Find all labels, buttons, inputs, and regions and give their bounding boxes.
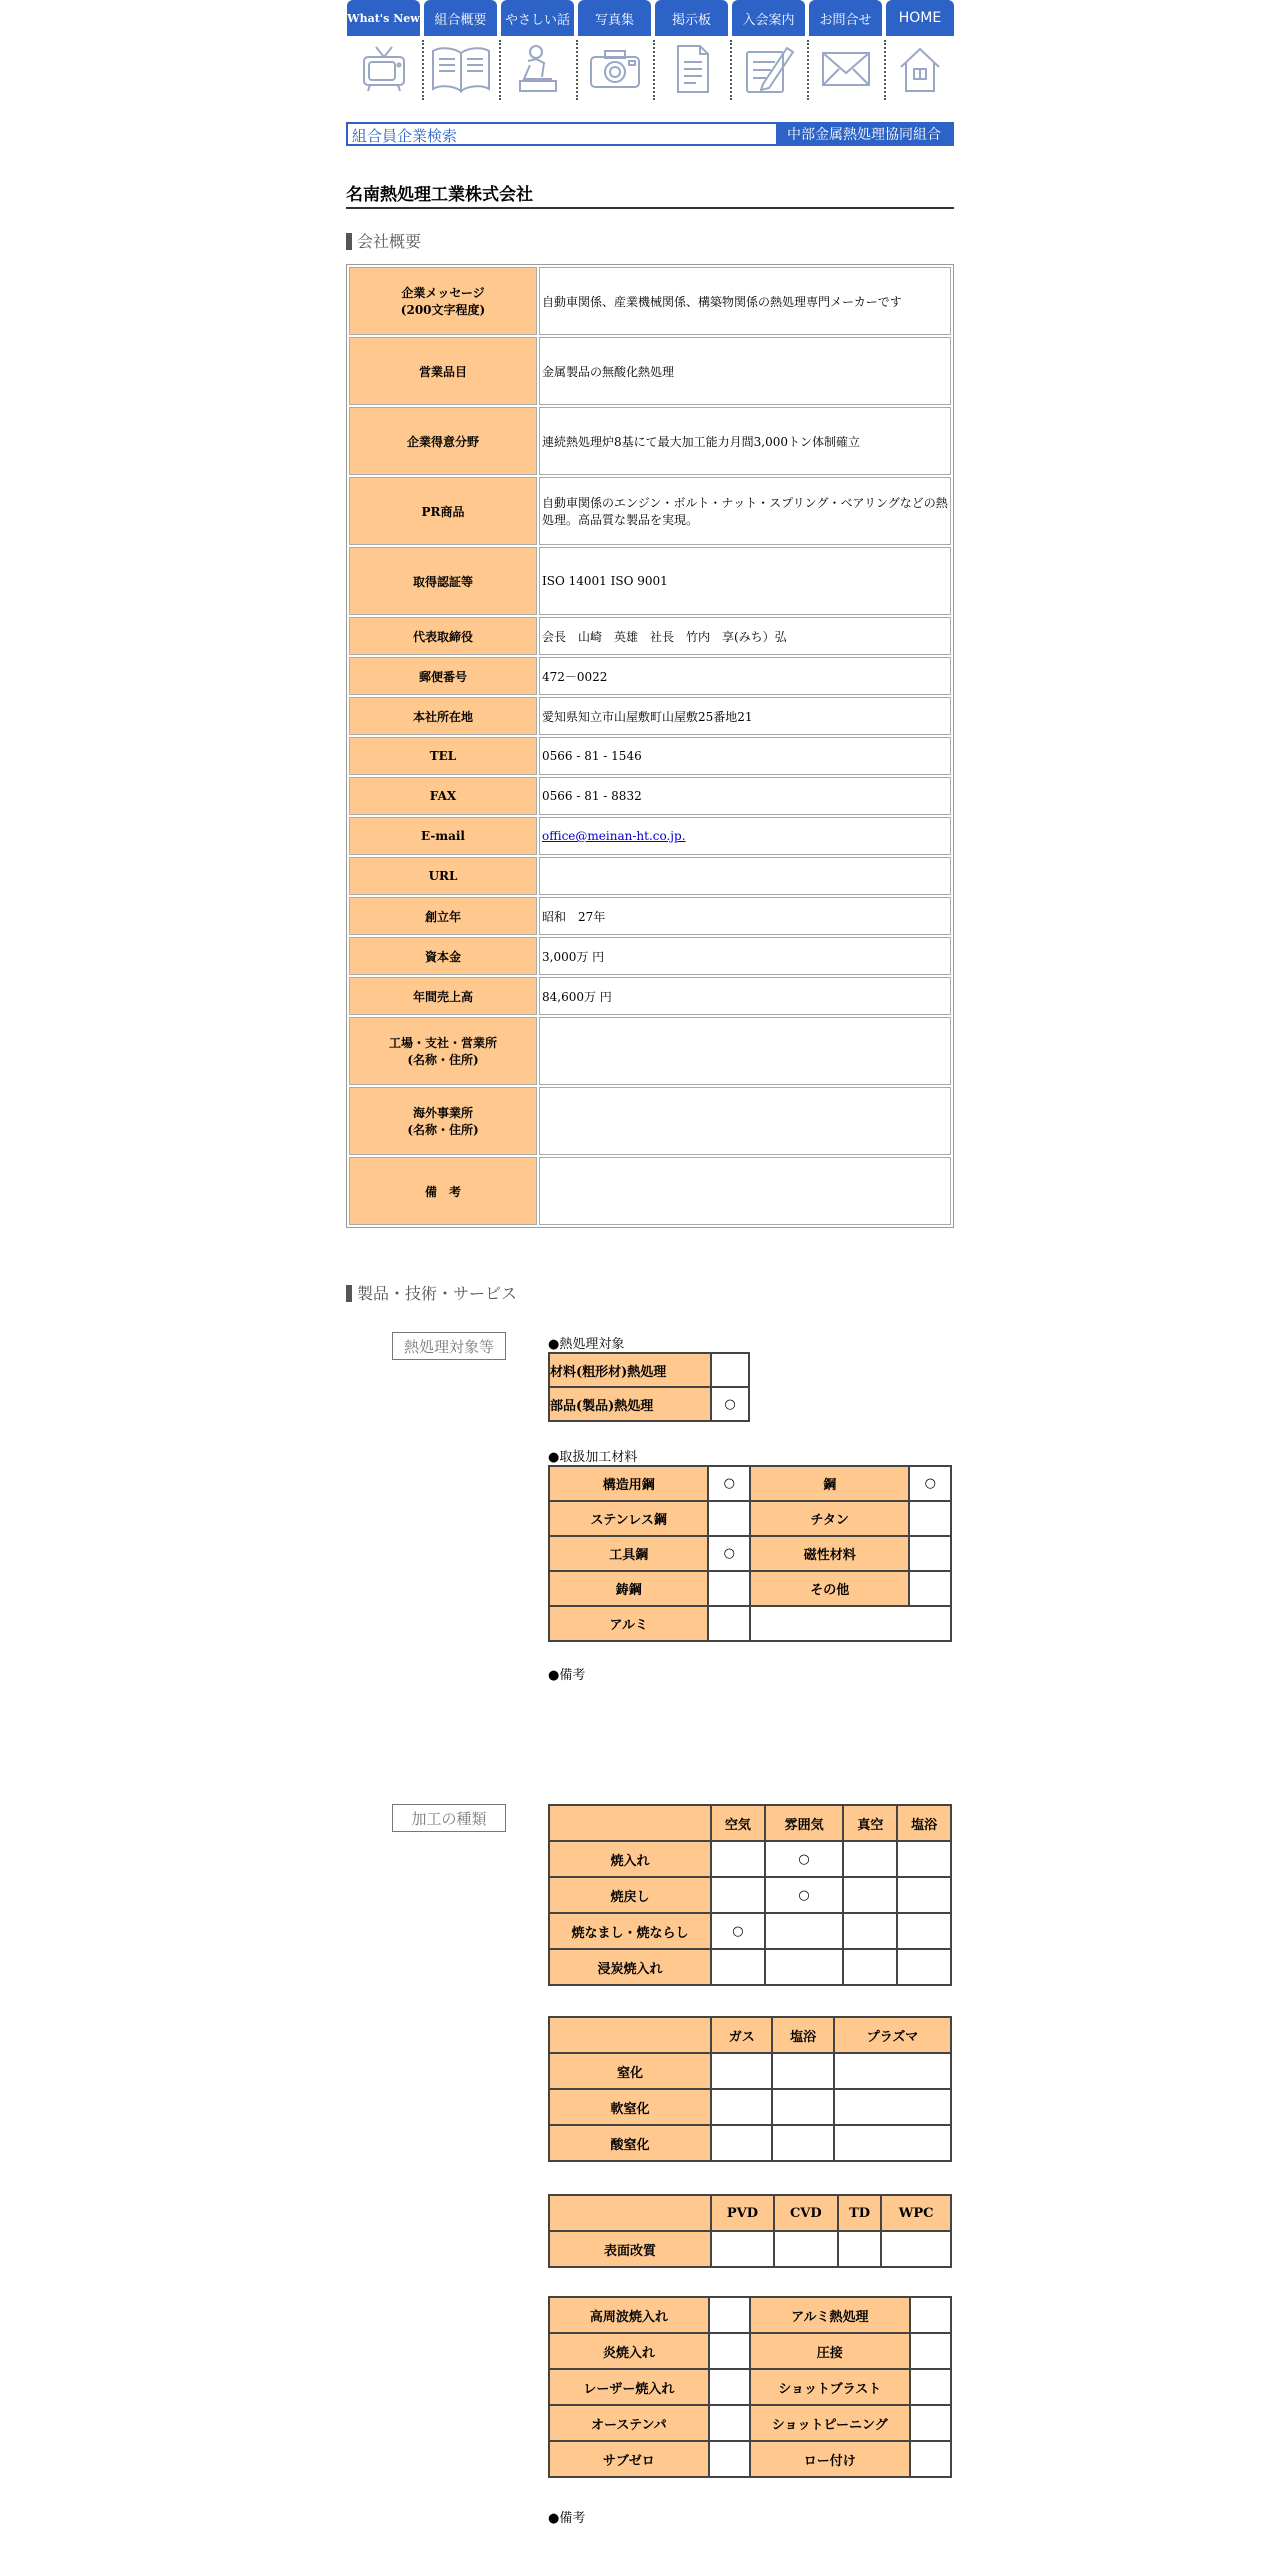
overview-value: [539, 1087, 951, 1155]
overview-row: [349, 1017, 951, 1085]
divider: [576, 40, 578, 100]
table-header-row: [549, 2017, 951, 2053]
mark-cell: [711, 2089, 772, 2125]
material-mark: [708, 1571, 750, 1606]
overview-key: 企業メッセージ (200文字程度): [349, 267, 537, 335]
overview-row: [349, 897, 951, 935]
overview-key: 郵便番号: [349, 657, 537, 695]
camera-icon[interactable]: [578, 40, 652, 98]
table-row: [549, 1913, 951, 1949]
process-name: アルミ熱処理: [750, 2297, 910, 2333]
table-corner: [549, 1805, 711, 1841]
mark-cell: [897, 1877, 951, 1913]
table-corner: [549, 2017, 711, 2053]
material-mark: [909, 1536, 951, 1571]
overview-key: 本社所在地: [349, 697, 537, 735]
mark-cell: [838, 2231, 882, 2267]
overview-key: PR商品: [349, 477, 537, 545]
process-mark: [910, 2333, 951, 2369]
mark-cell: [897, 1913, 951, 1949]
column-header: ガス: [711, 2017, 772, 2053]
overview-key: TEL: [349, 737, 537, 775]
mark-cell: [765, 1949, 844, 1985]
overview-row: [349, 657, 951, 695]
nav-easy-talk[interactable]: やさしい話: [501, 0, 574, 36]
processing-table-nitriding: [548, 2016, 952, 2162]
process-name: ロー付け: [750, 2441, 910, 2477]
row-header: 酸窒化: [549, 2125, 711, 2161]
nav-whats-new[interactable]: What's New: [347, 0, 420, 36]
pen-note-icon[interactable]: [732, 40, 806, 98]
material-name: 工具鋼: [549, 1536, 708, 1571]
row-header: 窒化: [549, 2053, 711, 2089]
label-heat-treatment-targets: 熱処理対象等: [392, 1332, 506, 1360]
material-mark: [708, 1606, 750, 1641]
mark-cell: [843, 1841, 897, 1877]
overview-value: 0566 - 81 - 8832: [539, 777, 951, 815]
tv-icon[interactable]: [347, 40, 421, 98]
table-row: [549, 1353, 749, 1387]
mark-cell: [834, 2053, 951, 2089]
table-row: [549, 2369, 951, 2405]
overview-row: [349, 267, 951, 335]
process-mark: [709, 2297, 750, 2333]
mark-cell: [765, 1913, 844, 1949]
nav-contact[interactable]: お問合せ: [809, 0, 882, 36]
row-header: 浸炭焼入れ: [549, 1949, 711, 1985]
mark-cell: [834, 2125, 951, 2161]
column-header: PVD: [711, 2195, 774, 2231]
divider: [884, 40, 886, 100]
process-mark: [709, 2333, 750, 2369]
mark-cell: [843, 1877, 897, 1913]
mark-cell: [897, 1949, 951, 1985]
nav-association-overview[interactable]: 組合概要: [424, 0, 497, 36]
table-row: [549, 1571, 951, 1606]
overview-row: [349, 857, 951, 895]
overview-value: 472－0022: [539, 657, 951, 695]
overview-row: [349, 697, 951, 735]
overview-value: 昭和 27年: [539, 897, 951, 935]
overview-key: 海外事業所 (名称・住所): [349, 1087, 537, 1155]
overview-row: [349, 547, 951, 615]
column-header: 塩浴: [772, 2017, 833, 2053]
overview-key: 営業品目: [349, 337, 537, 405]
targets-note: ●熱処理対象: [548, 1337, 625, 1352]
table-row: [549, 1501, 951, 1536]
overview-value: [539, 1157, 951, 1225]
mark-cell: [711, 1949, 765, 1985]
column-header: 塩浴: [897, 1805, 951, 1841]
divider: [499, 40, 501, 100]
material-mark: [909, 1571, 951, 1606]
overview-key: 資本金: [349, 937, 537, 975]
material-name: アルミ: [549, 1606, 708, 1641]
overview-value: 愛知県知立市山屋敷町山屋敷25番地21: [539, 697, 951, 735]
column-header: CVD: [774, 2195, 838, 2231]
overview-value: 84,600万 円: [539, 977, 951, 1015]
table-row: [549, 2405, 951, 2441]
overview-row: [349, 337, 951, 405]
materials-table: [548, 1465, 952, 1642]
company-overview-table: [346, 264, 954, 1228]
mark-cell: [843, 1913, 897, 1949]
company-name: 名南熱処理工業株式会社: [346, 180, 954, 209]
material-mark: [909, 1501, 951, 1536]
book-icon[interactable]: [424, 40, 498, 98]
process-mark: [910, 2441, 951, 2477]
person-reading-icon[interactable]: [501, 40, 575, 98]
overview-row: [349, 777, 951, 815]
process-name: 炎焼入れ: [549, 2333, 709, 2369]
overview-value: 連続熱処理炉8基にて最大加工能力月間3,000トン体制確立: [539, 407, 951, 475]
overview-value: ISO 14001 ISO 9001: [539, 547, 951, 615]
remarks-note: ●備考: [548, 2511, 586, 2526]
member-search-bar: [346, 122, 954, 146]
overview-row: [349, 407, 951, 475]
table-row: [549, 2333, 951, 2369]
process-mark: [709, 2441, 750, 2477]
processing-table-atmosphere: [548, 1804, 952, 1986]
mark-cell: [774, 2231, 838, 2267]
overview-row: [349, 617, 951, 655]
table-row: [549, 1536, 951, 1571]
row-header: 軟窒化: [549, 2089, 711, 2125]
material-name: 磁性材料: [750, 1536, 909, 1571]
table-row: [549, 2231, 951, 2267]
mark-cell: [772, 2089, 833, 2125]
overview-value: 金属製品の無酸化熱処理: [539, 337, 951, 405]
table-row: [549, 2441, 951, 2477]
mark-cell: ○: [711, 1913, 765, 1949]
overview-key: 創立年: [349, 897, 537, 935]
processing-table-other: [548, 2296, 952, 2478]
nav-home[interactable]: HOME: [886, 0, 954, 36]
process-name: ショットピーニング: [750, 2405, 910, 2441]
member-search-title[interactable]: 組合員企業検索: [352, 127, 458, 145]
target-mark: [711, 1353, 749, 1387]
material-mark: [708, 1501, 750, 1536]
process-name: 圧接: [750, 2333, 910, 2369]
material-name: その他: [750, 1571, 909, 1606]
table-row: [549, 1606, 951, 1641]
process-name: オーステンパ: [549, 2405, 709, 2441]
divider: [807, 40, 809, 100]
overview-value: [539, 1017, 951, 1085]
overview-row: [349, 817, 951, 855]
materials-note: ●取扱加工材料: [548, 1450, 638, 1465]
processing-table-surface: [548, 2194, 952, 2268]
column-header: 雰囲気: [765, 1805, 844, 1841]
table-row: [549, 2125, 951, 2161]
material-name: 構造用鋼: [549, 1466, 708, 1501]
table-row: [549, 1466, 951, 1501]
table-row: [549, 2053, 951, 2089]
process-mark: [709, 2369, 750, 2405]
document-icon[interactable]: [655, 40, 729, 98]
nav-bulletin-board[interactable]: 掲示板: [655, 0, 728, 36]
overview-value: 0566 - 81 - 1546: [539, 737, 951, 775]
mark-cell: ○: [765, 1877, 844, 1913]
process-mark: [910, 2297, 951, 2333]
material-name: 鋼: [750, 1466, 909, 1501]
table-row: [549, 1877, 951, 1913]
overview-row: [349, 977, 951, 1015]
row-header: 表面改質: [549, 2231, 711, 2267]
overview-key: 代表取締役: [349, 617, 537, 655]
column-header: TD: [838, 2195, 882, 2231]
target-name: 材料(粗形材)熱処理: [549, 1353, 711, 1387]
overview-row: [349, 1157, 951, 1225]
mark-cell: [711, 2125, 772, 2161]
nav-photo-gallery[interactable]: 写真集: [578, 0, 651, 36]
empty-cell: [750, 1606, 951, 1641]
section-heading-products: 製品・技術・サービス: [346, 1285, 517, 1302]
process-name: 高周波焼入れ: [549, 2297, 709, 2333]
target-name: 部品(製品)熱処理: [549, 1387, 711, 1421]
mark-cell: [843, 1949, 897, 1985]
label-processing-types: 加工の種類: [392, 1804, 506, 1832]
process-name: ショットブラスト: [750, 2369, 910, 2405]
overview-value: 会長 山崎 英雄 社長 竹内 享(みち）弘: [539, 617, 951, 655]
overview-key: URL: [349, 857, 537, 895]
mark-cell: [772, 2125, 833, 2161]
nav-membership-guide[interactable]: 入会案内: [732, 0, 805, 36]
mark-cell: [897, 1841, 951, 1877]
overview-row: [349, 1087, 951, 1155]
overview-key: 備 考: [349, 1157, 537, 1225]
section-heading-overview: 会社概要: [346, 233, 421, 250]
home-icon[interactable]: [883, 40, 957, 98]
divider: [653, 40, 655, 100]
row-header: 焼入れ: [549, 1841, 711, 1877]
table-row: [549, 1841, 951, 1877]
process-name: レーザー焼入れ: [549, 2369, 709, 2405]
mark-cell: [881, 2231, 951, 2267]
process-name: サブゼロ: [549, 2441, 709, 2477]
overview-key: 企業得意分野: [349, 407, 537, 475]
process-mark: [910, 2405, 951, 2441]
mail-icon[interactable]: [809, 40, 883, 98]
overview-key: FAX: [349, 777, 537, 815]
divider: [422, 40, 424, 100]
target-mark: ○: [711, 1387, 749, 1421]
material-mark: ○: [708, 1536, 750, 1571]
overview-key: 取得認証等: [349, 547, 537, 615]
heat-treatment-target-table: [548, 1352, 750, 1422]
email-link[interactable]: office@meinan-ht.co.jp.: [542, 829, 686, 843]
overview-row: [349, 737, 951, 775]
overview-key: 年間売上高: [349, 977, 537, 1015]
mark-cell: [711, 1877, 765, 1913]
table-row: [549, 1949, 951, 1985]
overview-value: 3,000万 円: [539, 937, 951, 975]
material-name: 鋳鋼: [549, 1571, 708, 1606]
table-header-row: [549, 1805, 951, 1841]
table-row: [549, 2089, 951, 2125]
table-row: [549, 1387, 749, 1421]
overview-row: [349, 937, 951, 975]
mark-cell: ○: [765, 1841, 844, 1877]
material-name: チタン: [750, 1501, 909, 1536]
mark-cell: [772, 2053, 833, 2089]
column-header: プラズマ: [834, 2017, 951, 2053]
mark-cell: [711, 1841, 765, 1877]
association-name: 中部金属熱処理協同組合: [776, 124, 952, 144]
mark-cell: [834, 2089, 951, 2125]
mark-cell: [711, 2231, 774, 2267]
row-header: 焼戻し: [549, 1877, 711, 1913]
column-header: 空気: [711, 1805, 765, 1841]
table-row: [549, 2297, 951, 2333]
overview-value: [539, 857, 951, 895]
material-mark: ○: [708, 1466, 750, 1501]
overview-key: 工場・支社・営業所 (名称・住所): [349, 1017, 537, 1085]
material-mark: ○: [909, 1466, 951, 1501]
overview-value: [539, 817, 951, 855]
column-header: WPC: [881, 2195, 951, 2231]
overview-key: E-mail: [349, 817, 537, 855]
process-mark: [910, 2369, 951, 2405]
column-header: 真空: [843, 1805, 897, 1841]
remarks-note: ●備考: [548, 1668, 586, 1683]
table-corner: [549, 2195, 711, 2231]
material-name: ステンレス鋼: [549, 1501, 708, 1536]
divider: [730, 40, 732, 100]
process-mark: [709, 2405, 750, 2441]
table-header-row: [549, 2195, 951, 2231]
overview-value: 自動車関係のエンジン・ボルト・ナット・スプリング・ベアリングなどの熱処理。高品質な製品を実現。: [539, 477, 951, 545]
mark-cell: [711, 2053, 772, 2089]
overview-value: 自動車関係、産業機械関係、構築物関係の熱処理専門メーカーです: [539, 267, 951, 335]
row-header: 焼なまし・焼ならし: [549, 1913, 711, 1949]
overview-row: [349, 477, 951, 545]
